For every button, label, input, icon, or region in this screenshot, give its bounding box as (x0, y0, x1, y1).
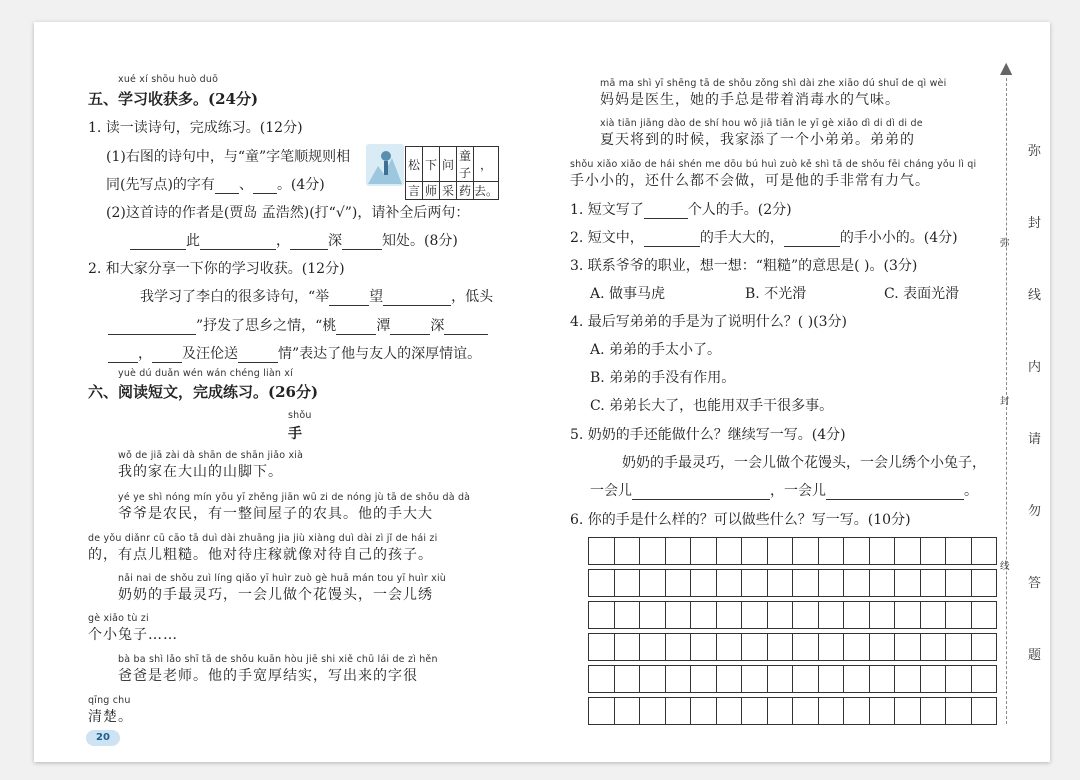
grid-cell[interactable] (946, 570, 972, 597)
grid-cell[interactable] (844, 538, 870, 565)
grid-cell[interactable] (767, 538, 793, 565)
side-char: 内 (1028, 360, 1042, 375)
grid-cell[interactable] (895, 698, 921, 725)
story-text-line: 我的家在大山的山脚下。 (118, 464, 283, 480)
q1-part2-line1: (2)这首诗的作者是(贾岛 孟浩然)(打“√”)，请补全后两句： (106, 205, 470, 221)
rq5: 5. 奶奶的手还能做什么？继续写一写。(4分) (570, 427, 846, 443)
grid-cell[interactable] (818, 538, 844, 565)
q2-line2: ”抒发了思乡之情，“桃 潭 深 (108, 315, 488, 335)
story-pinyin-line: yé ye shì nóng mín yǒu yī zhěng jiān wū zi de nóng jù tā de shǒu dà dà (118, 492, 471, 503)
story-pinyin-line: shǒu xiǎo xiǎo de hái shén me dōu bú huì zuò kě shì tā de shǒu fēi cháng yǒu lì qi (570, 159, 977, 170)
grid-cell[interactable] (818, 570, 844, 597)
story-text-line: 爸爸是老师。他的手宽厚结实，写出来的字很 (118, 668, 418, 684)
binding-label-mi: 弥 (1000, 238, 1010, 249)
grid-cell[interactable] (640, 698, 666, 725)
grid-cell[interactable] (793, 698, 819, 725)
rq4: 4. 最后写弟弟的手是为了说明什么？( )(3分) (570, 314, 848, 330)
page-number: 20 (86, 730, 120, 746)
grid-cell[interactable] (869, 698, 895, 725)
grid-cell[interactable] (818, 602, 844, 629)
grid-cell[interactable] (920, 634, 946, 661)
grid-cell[interactable] (742, 634, 768, 661)
story-text-line: 清楚。 (88, 709, 133, 725)
story-text-line: 爷爷是农民，有一整间屋子的农具。他的手大大 (118, 506, 433, 522)
grid-cell[interactable] (589, 666, 615, 693)
grid-cell[interactable] (971, 666, 997, 693)
grid-cell[interactable] (640, 634, 666, 661)
grid-cell[interactable] (920, 570, 946, 597)
rq4-option-a[interactable]: A. 弟弟的手太小了。 (590, 342, 722, 358)
grid-cell[interactable] (640, 666, 666, 693)
grid-cell[interactable] (844, 570, 870, 597)
q2-line3: ， 及汪伦送 情”表达了他与友人的深厚情谊。 (108, 343, 481, 363)
grid-cell[interactable] (895, 602, 921, 629)
grid-cell[interactable] (818, 634, 844, 661)
binding-label-feng: 封 (1000, 396, 1010, 407)
grid-cell[interactable] (589, 538, 615, 565)
rq3-option-a[interactable]: A. 做事马虎 (590, 286, 666, 302)
rq1: 1. 短文写了 个人的手。(2分) (570, 202, 792, 218)
rq4-option-c[interactable]: C. 弟弟长大了，也能用双手干很多事。 (590, 398, 834, 414)
grid-cell[interactable] (691, 634, 717, 661)
grid-cell[interactable] (895, 634, 921, 661)
grid-cell[interactable] (691, 538, 717, 565)
grid-cell[interactable] (869, 666, 895, 693)
rq3-option-c[interactable]: C. 表面光滑 (884, 286, 960, 302)
story-text-line: 手小小的，还什么都不会做，可是他的手非常有力气。 (570, 173, 930, 189)
grid-cell[interactable] (946, 538, 972, 565)
binding-label-xian: 线 (1000, 561, 1010, 572)
grid-cell[interactable] (895, 538, 921, 565)
grid-cell[interactable] (691, 698, 717, 725)
grid-cell[interactable] (869, 634, 895, 661)
grid-cell[interactable] (971, 698, 997, 725)
grid-cell[interactable] (818, 698, 844, 725)
grid-cell[interactable] (742, 698, 768, 725)
grid-cell[interactable] (589, 602, 615, 629)
grid-cell[interactable] (869, 602, 895, 629)
grid-cell[interactable] (742, 570, 768, 597)
side-char: 题 (1028, 648, 1042, 663)
grid-cell[interactable] (716, 538, 742, 565)
q1-part2-line2: 此 ， 深 知处。(8分) (130, 230, 458, 250)
grid-cell[interactable] (844, 634, 870, 661)
story-pinyin-line: nǎi nai de shǒu zuì líng qiǎo yī huìr zuò gè huā mán tou yī huìr xiù (118, 573, 447, 584)
rq5-line2: 一会儿 ，一会儿 。 (590, 483, 978, 499)
q1-part1-line1: (1)右图的诗句中，与“童”字笔顺规则相 (106, 149, 351, 165)
story-title-pinyin: shǒu (288, 410, 312, 421)
poet-illustration (366, 144, 404, 186)
grid-cell[interactable] (920, 698, 946, 725)
grid-cell[interactable] (869, 538, 895, 565)
grid-cell[interactable] (844, 698, 870, 725)
side-char: 答 (1028, 576, 1042, 591)
grid-cell[interactable] (614, 602, 640, 629)
grid-cell[interactable] (742, 666, 768, 693)
grid-cell[interactable] (640, 570, 666, 597)
section6-pinyin: yuè dú duǎn wén wán chéng liàn xí (118, 368, 293, 379)
grid-cell[interactable] (716, 698, 742, 725)
grid-cell[interactable] (742, 538, 768, 565)
rq5-line1: 奶奶的手最灵巧，一会儿做个花馒头，一会儿绣个小兔子， (622, 455, 986, 471)
story-text-line: 个小兔子…… (88, 627, 178, 643)
grid-cell[interactable] (716, 634, 742, 661)
side-char: 封 (1028, 216, 1042, 231)
grid-cell[interactable] (793, 666, 819, 693)
grid-cell[interactable] (716, 666, 742, 693)
grid-cell[interactable] (971, 570, 997, 597)
rq3: 3. 联系爷爷的职业，想一想：“粗糙”的意思是( )。(3分) (570, 258, 918, 274)
grid-cell[interactable] (971, 634, 997, 661)
grid-cell[interactable] (665, 570, 691, 597)
story-text-line: 夏天将到的时候，我家添了一个小弟弟。弟弟的 (600, 132, 915, 148)
grid-cell[interactable] (665, 634, 691, 661)
side-char: 勿 (1028, 504, 1042, 519)
grid-cell[interactable] (920, 538, 946, 565)
grid-cell[interactable] (716, 602, 742, 629)
grid-cell[interactable] (895, 570, 921, 597)
grid-cell[interactable] (742, 602, 768, 629)
grid-cell[interactable] (920, 602, 946, 629)
side-char: 请 (1028, 432, 1042, 447)
grid-cell[interactable] (895, 666, 921, 693)
rq4-option-b[interactable]: B. 弟弟的手没有作用。 (590, 370, 736, 386)
q2-line1: 我学习了李白的很多诗句，“举 望 ，低头 (140, 289, 494, 305)
grid-cell[interactable] (589, 634, 615, 661)
grid-cell[interactable] (793, 634, 819, 661)
poem-grid: 松 下 问 童子 ， 言 师 采 药 去。 (405, 146, 499, 200)
story-pinyin-line: bà ba shì lǎo shī tā de shǒu kuān hòu jiē shi xiě chū lái de zì hěn (118, 654, 438, 665)
grid-cell[interactable] (665, 602, 691, 629)
grid-cell[interactable] (767, 698, 793, 725)
story-text-line: 奶奶的手最灵巧，一会儿做个花馒头，一会儿绣 (118, 587, 433, 603)
grid-cell[interactable] (869, 570, 895, 597)
story-text-line: 妈妈是医生，她的手总是带着消毒水的气味。 (600, 92, 900, 108)
grid-cell[interactable] (691, 570, 717, 597)
side-char: 弥 (1028, 144, 1042, 159)
grid-cell[interactable] (614, 634, 640, 661)
grid-cell[interactable] (640, 538, 666, 565)
grid-cell[interactable] (767, 570, 793, 597)
story-pinyin-line: gè xiǎo tù zi (88, 613, 149, 624)
grid-cell[interactable] (793, 602, 819, 629)
grid-cell[interactable] (844, 666, 870, 693)
grid-cell[interactable] (971, 538, 997, 565)
grid-cell[interactable] (665, 698, 691, 725)
grid-cell[interactable] (614, 538, 640, 565)
story-pinyin-line: de yǒu diǎnr cū cāo tā duì dài zhuāng jia jiù xiàng duì dài zì jǐ de hái zi (88, 533, 438, 544)
grid-cell[interactable] (946, 698, 972, 725)
grid-cell[interactable] (793, 570, 819, 597)
grid-cell[interactable] (665, 666, 691, 693)
grid-cell[interactable] (767, 666, 793, 693)
rq6: 6. 你的手是什么样的？可以做些什么？写一写。(10分) (570, 512, 911, 528)
grid-cell[interactable] (946, 602, 972, 629)
grid-cell[interactable] (767, 634, 793, 661)
q2-prompt: 2. 和大家分享一下你的学习收获。(12分) (88, 261, 345, 277)
grid-cell[interactable] (946, 666, 972, 693)
grid-cell[interactable] (589, 698, 615, 725)
grid-cell[interactable] (716, 570, 742, 597)
writing-grid[interactable] (588, 537, 997, 725)
grid-cell[interactable] (665, 538, 691, 565)
grid-cell[interactable] (614, 698, 640, 725)
grid-cell[interactable] (946, 634, 972, 661)
grid-cell[interactable] (920, 666, 946, 693)
rq2: 2. 短文中， 的手大大的， 的手小小的。(4分) (570, 230, 958, 246)
story-text-line: 的，有点儿粗糙。他对待庄稼就像对待自己的孩子。 (88, 547, 433, 563)
grid-cell[interactable] (691, 666, 717, 693)
grid-cell[interactable] (589, 570, 615, 597)
grid-cell[interactable] (818, 666, 844, 693)
q1-prompt: 1. 读一读诗句，完成练习。(12分) (88, 120, 303, 136)
grid-cell[interactable] (614, 666, 640, 693)
rq3-option-b[interactable]: B. 不光滑 (745, 286, 807, 302)
grid-cell[interactable] (971, 602, 997, 629)
story-title: 手 (288, 426, 302, 442)
grid-cell[interactable] (767, 602, 793, 629)
side-char: 线 (1028, 288, 1042, 303)
section6-title: 六、阅读短文，完成练习。(26分) (88, 383, 319, 401)
story-pinyin-line: mā ma shì yī shēng tā de shǒu zǒng shì dài zhe xiāo dú shuǐ de qì wèi (600, 78, 947, 89)
story-pinyin-line: wǒ de jiā zài dà shān de shān jiǎo xià (118, 450, 304, 461)
grid-cell[interactable] (793, 538, 819, 565)
grid-cell[interactable] (640, 602, 666, 629)
q1-part1-line2: 同(先写点)的字有 、 。(4分) (106, 177, 325, 193)
story-pinyin-line: qīng chu (88, 695, 131, 706)
grid-cell[interactable] (614, 570, 640, 597)
section5-pinyin: xué xí shōu huò duō (118, 74, 219, 85)
grid-cell[interactable] (691, 602, 717, 629)
rocket-icon: ▲ (1000, 58, 1013, 77)
section5-title: 五、学习收获多。(24分) (88, 90, 259, 108)
grid-cell[interactable] (844, 602, 870, 629)
story-pinyin-line: xià tiān jiāng dào de shí hou wǒ jiā tiān le yī gè xiǎo dì di dì di de (600, 118, 923, 129)
